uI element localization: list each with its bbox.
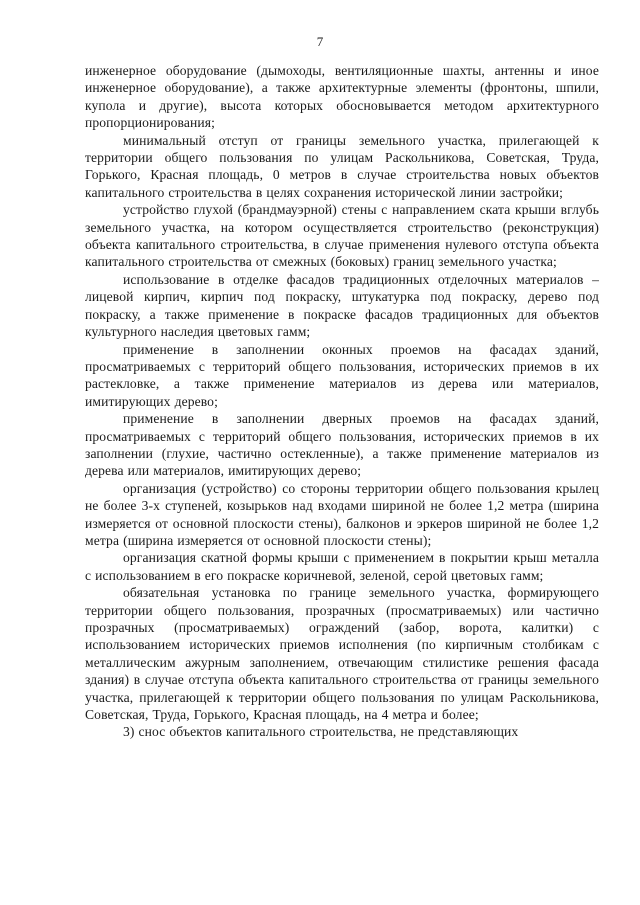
list-item-number: 3): [123, 724, 135, 740]
paragraph-firewall: устройство глухой (брандмауэрной) стены с направлением ската крыши вглубь земельного участка, на котором осуществляется строительство (реконструкция) объекта капитального строительства, в случае применения нулевого отступа объекта капитального строительства от смежных (боковых) границ земельного участка;: [85, 202, 599, 270]
list-item-demolition: [85, 723, 599, 740]
body-text: [85, 62, 599, 741]
page-number: 7: [316, 34, 324, 49]
paragraph-min-setback: минимальный отступ от границы земельного участка, прилегающей к территории общего пользования по улицам Раскольникова, Советская, Труда, Горького, Красная площадь, 0 метров в случае строительства новых объектов капитального строительства в целях сохранения исторической линии застройки;: [85, 132, 599, 200]
paragraph-facade-materials: использование в отделке фасадов традиционных отделочных материалов – лицевой кирпич, кирпич под покраску, штукатурка под покраску, дерево под покраску, а также применение в покраске фасадов традиционных для объектов культурного наследия цветовых гамм;: [85, 271, 599, 340]
paragraph-equipment: инженерное оборудование (дымоходы, вентиляционные шахты, антенны и иное инженерное оборудование), а также архитектурные элементы (фронтоны, шпили, купола и другие), высота которых обосновывается методом архитектурного пропорционирования;: [85, 63, 599, 131]
paragraph-door-openings: применение в заполнении дверных проемов на фасадах зданий, просматриваемых с территорий общего пользования, исторических приемов в их заполнении (глухие, частично остекленные), а также применение материалов из дерева или материалов, имитирующих дерево;: [85, 411, 599, 479]
paragraph-window-openings: применение в заполнении оконных проемов на фасадах зданий, просматриваемых с территорий общего пользования, исторических приемов в их растекловке, а также применение материалов из дерева или материалов, имитирующих дерево;: [85, 341, 599, 409]
list-item-text: снос объектов капитального строительства, не представляющих: [138, 724, 519, 740]
paragraph-roof: организация скатной формы крыши с применением в покрытии крыш металла с использованием в его покраске коричневой, зеленой, серой цветовых гамм;: [85, 550, 599, 583]
paragraph-fences: обязательная установка по границе земельного участка, формирующего территории общего пользования, прозрачных (просматриваемых) или частично прозрачных (просматриваемых) ограждений (забор, ворота, калитки) с использованием исторических приемов исполнения (по кирпичным столбикам с металлическим ажурным заполнением, отвечающим стилистике решения фасада здания) в случае отступа объекта капитального строительства от границы земельного участка, прилегающей к территории общего пользования по улицам Раскольникова, Советская, Труда, Горького, Красная площадь, на 4 метра и более;: [85, 585, 599, 723]
paragraph-porches: организация (устройство) со стороны территории общего пользования крылец не более 3-х ступеней, козырьков над входами шириной не более 1,2 метра (ширина измеряется от основной плоскости стены), балконов и эркеров шириной не более 1,2 метра (ширина измеряется от основной плоскости стены);: [85, 480, 599, 548]
